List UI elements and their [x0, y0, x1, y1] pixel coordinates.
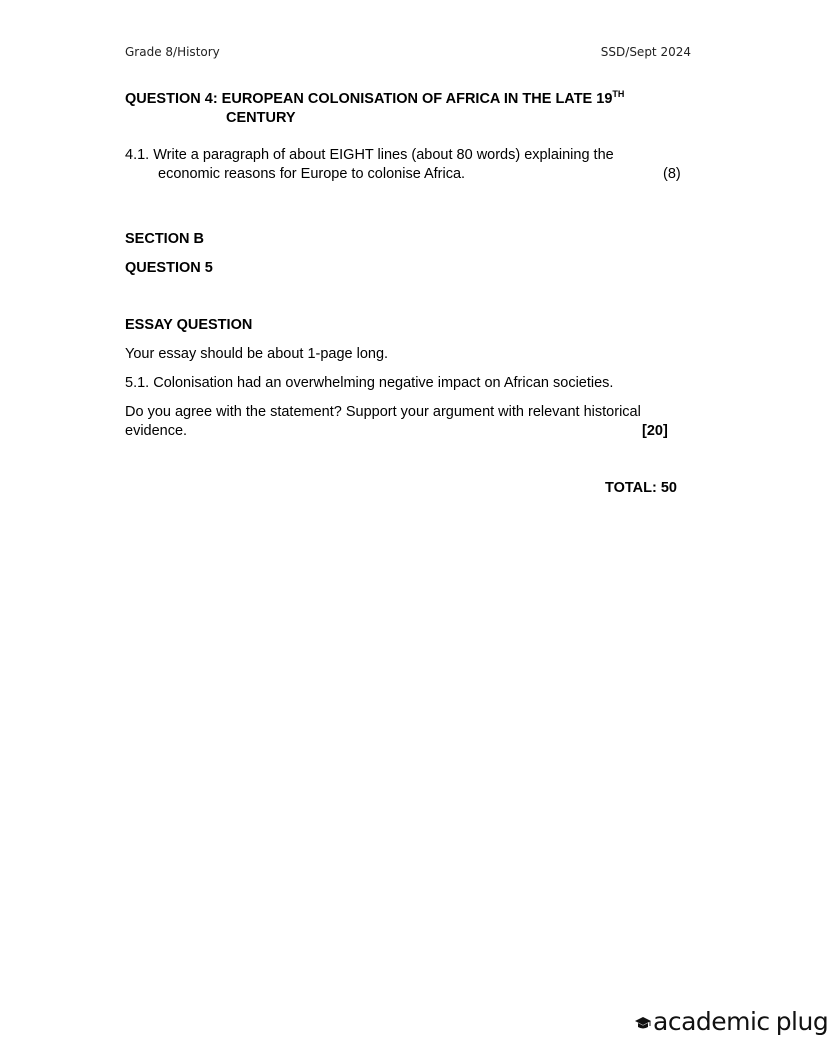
total-marks: TOTAL: 50	[605, 480, 677, 496]
question-4-1-marks: (8)	[663, 166, 681, 182]
logo-wordmark-plug: plug	[775, 1007, 828, 1036]
section-b-heading: SECTION B	[125, 231, 204, 247]
question-4-title	[125, 91, 624, 107]
question-4-1-text: 4.1. Write a paragraph of about EIGHT lines (about 80 words) explaining the	[125, 147, 614, 163]
question-5-1	[125, 375, 613, 391]
essay-instruction-continued: evidence.	[125, 423, 188, 439]
question-5-1-number: 5.1.	[125, 375, 150, 391]
question-5-1-statement: Colonisation had an overwhelming negative impact on African societies.	[149, 375, 614, 391]
essay-instruction: Do you agree with the statement? Support your argument with relevant historical	[125, 404, 641, 420]
page-header-left: Grade 8/History	[125, 45, 220, 59]
academic-plug-logo	[634, 1009, 828, 1034]
logo-wordmark-academic: academic	[653, 1007, 770, 1036]
question-4-title-superscript: TH	[612, 89, 625, 99]
question-4-1-text-continued: economic reasons for Europe to colonise Africa.	[158, 166, 466, 182]
graduation-cap-icon	[634, 1016, 652, 1030]
essay-question-heading: ESSAY QUESTION	[125, 317, 253, 333]
question-4-title-text: QUESTION 4: EUROPEAN COLONISATION OF AFRICA IN THE LATE 19	[125, 91, 613, 107]
essay-length-instruction: Your essay should be about 1-page long.	[125, 346, 389, 362]
question-5-heading: QUESTION 5	[125, 260, 213, 276]
question-4-title-continued: CENTURY	[226, 110, 296, 126]
page-header-right: SSD/Sept 2024	[600, 45, 691, 59]
question-5-marks: [20]	[642, 423, 668, 439]
